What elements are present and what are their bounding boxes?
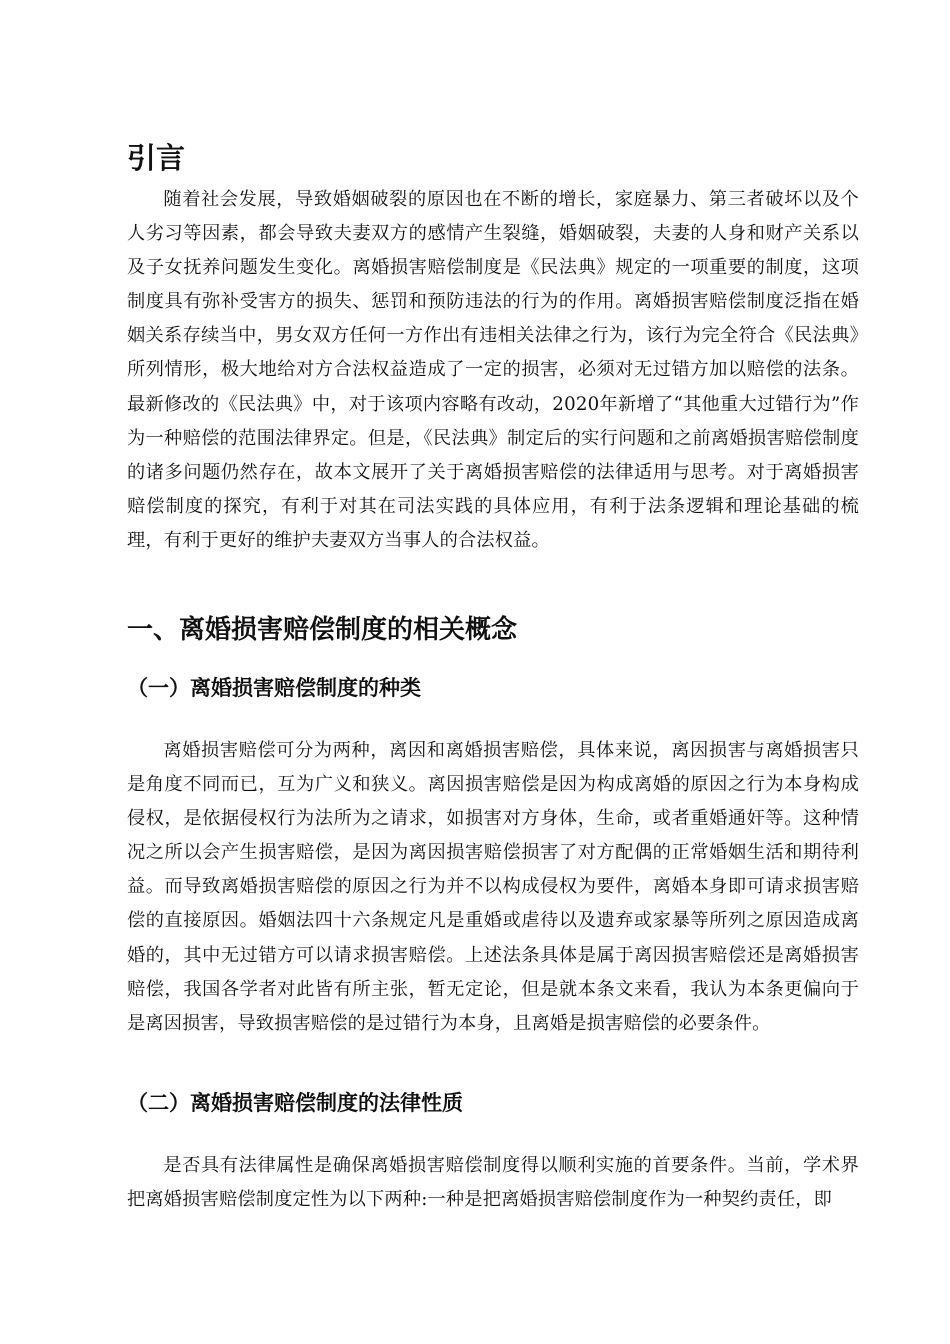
section-1-heading: 一、离婚损害赔偿制度的相关概念 [127, 615, 518, 645]
subsection-2-heading: （二）离婚损害赔偿制度的法律性质 [127, 1091, 463, 1115]
intro-heading: 引言 [127, 141, 186, 175]
subsection-1-paragraph: 离婚损害赔偿可分为两种，离因和离婚损害赔偿，具体来说，离因损害与离婚损害只是角度不同而已，互为广义和狭义。离因损害赔偿是因为构成离婚的原因之行为本身构成侵权，是依据侵权行为法所为之请求，如损害对方身体，生命，或者重婚通奸等。这种情况之所以会产生损害赔偿，是因为离因损害赔偿损害了对方配偶的正常婚姻生活和期待利益。而导致离婚损害赔偿的原因之行为并不以构成侵权为要件，离婚本身即可请求损害赔偿的直接原因。婚姻法四十六条规定凡是重婚或虐待以及遗弃或家暴等所列之原因造成离婚的，其中无过错方可以请求损害赔偿。上述法条具体是属于离因损害赔偿还是离婚损害赔偿，我国各学者对此皆有所主张，暂无定论，但是就本条文来看，我认为本条更偏向于是离因损害，导致损害赔偿的是过错行为本身，且离婚是损害赔偿的必要条件。 [127, 740, 859, 1034]
subsection-2-paragraph: 是否具有法律属性是确保离婚损害赔偿制度得以顺利实施的首要条件。当前，学术界把离婚损害赔偿制度定性为以下两种:一种是把离婚损害赔偿制度作为一种契约责任，即 [127, 1155, 859, 1211]
intro-paragraph: 随着社会发展，导致婚姻破裂的原因也在不断的增长，家庭暴力、第三者破坏以及个人劣习等因素，都会导致夫妻双方的感情产生裂缝，婚姻破裂，夫妻的人身和财产关系以及子女抚养问题发生变化。离婚损害赔偿制度是《民法典》规定的一项重要的制度，这项制度具有弥补受害方的损失、惩罚和预防违法的行为的作用。离婚损害赔偿制度泛指在婚姻关系存续当中，男女双方任何一方作出有违相关法律之行为，该行为完全符合《民法典》所列情形，极大地给对方合法权益造成了一定的损害，必须对无过错方加以赔偿的法条。最新修改的《民法典》中，对于该项内容略有改动，2020年新增了“其他重大过错行为”作为一种赔偿的范围法律界定。但是，《民法典》制定后的实行问题和之前离婚损害赔偿制度的诸多问题仍然存在，故本文展开了关于离婚损害赔偿的法律适用与思考。对于离婚损害赔偿制度的探究，有利于对其在司法实践的具体应用，有利于法条逻辑和理论基础的梳理，有利于更好的维护夫妻双方当事人的合法权益。 [127, 189, 859, 551]
subsection-1-heading: （一）离婚损害赔偿制度的种类 [127, 676, 421, 700]
